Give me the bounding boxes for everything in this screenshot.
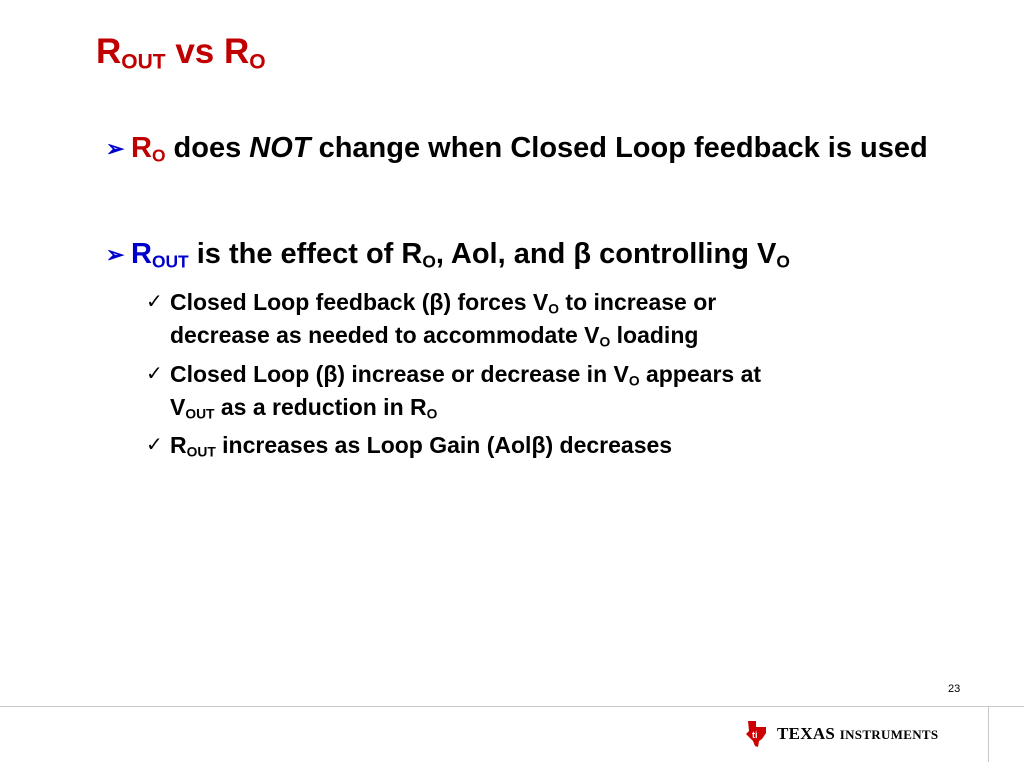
bullet-rout-effect: $R_{OUT}$ is the effect of $R_O$, Aol, and β controlling $V_O$ — [131, 238, 790, 272]
ti-texas-shape-icon — [745, 719, 769, 749]
page-number: 23 — [948, 683, 961, 695]
texas-instruments-logo — [745, 718, 938, 750]
check-icon: ✓ — [146, 434, 163, 456]
sub-bullet-feedback: Closed Loop feedback (β) forces $V_O$ to increase or decrease as needed to accommodate $V_O$ loading — [170, 289, 717, 350]
arrow-bullet-icon: ➢ — [106, 242, 125, 267]
sub-bullet-loop-gain: $R_{OUT}$ increases as Loop Gain (Aolβ) decreases — [170, 432, 673, 460]
check-icon: ✓ — [146, 291, 163, 313]
arrow-bullet-icon: ➢ — [106, 136, 125, 161]
sub-bullet-vout-reduction: Closed Loop (β) increase or decrease in $V_O$ appears at $V_{OUT}$ as a reduction in $R_O$ — [170, 361, 762, 422]
check-icon: ✓ — [146, 363, 163, 385]
ti-wordmark: TEXAS INSTRUMENTS — [777, 724, 939, 743]
svg-text:ti: ti — [752, 730, 758, 740]
bullet-ro-unchanged: $R_O$ does NOT change when Closed Loop feedback is used — [131, 132, 928, 166]
footer-divider — [988, 706, 989, 762]
slide-title: $R_{OUT}$ vs $R_O$ — [96, 32, 266, 74]
